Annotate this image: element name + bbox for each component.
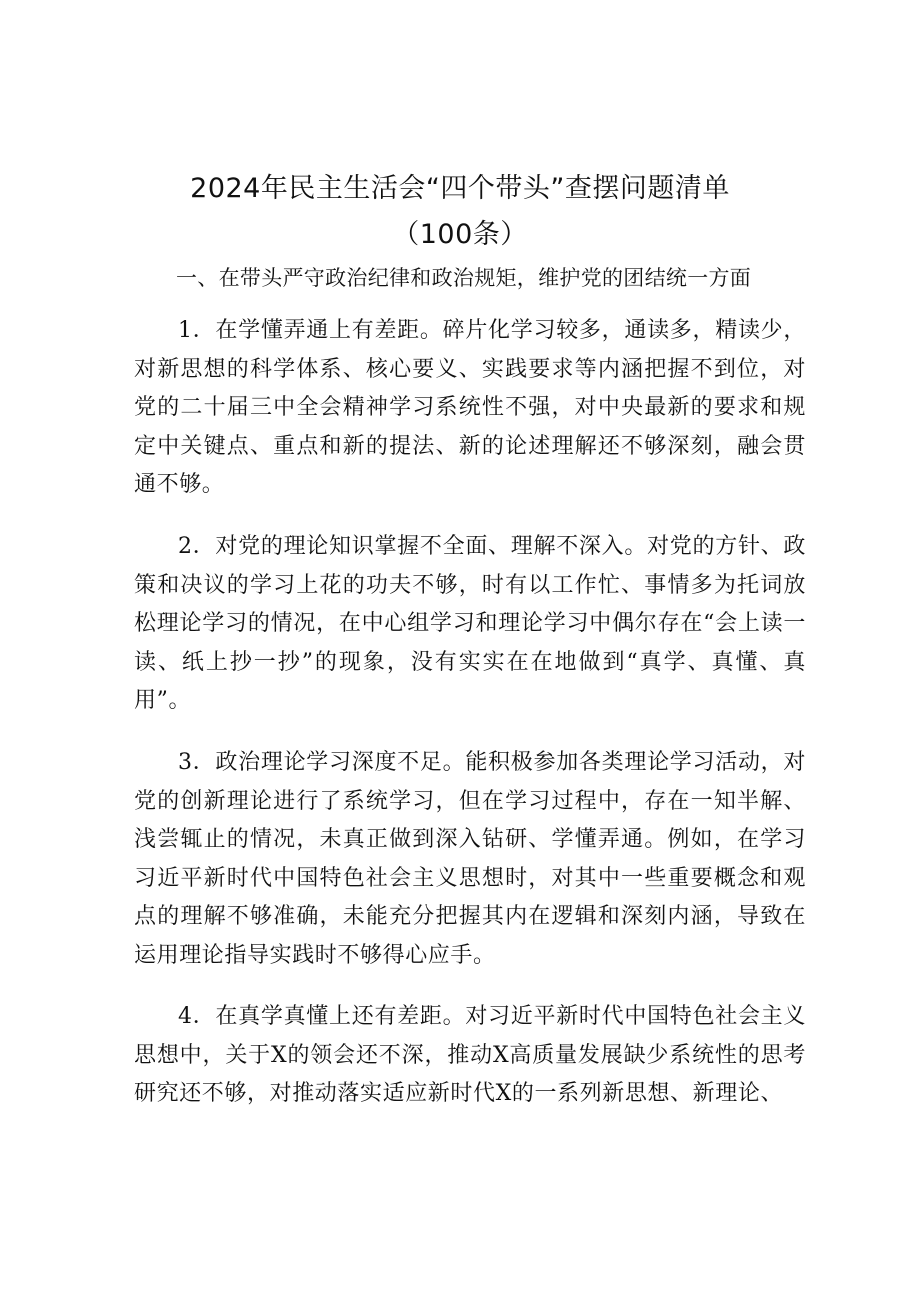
document-title: 2024年民主生活会“四个带头”查摆问题清单 [190, 173, 730, 204]
document-subtitle-count: （100条） [392, 219, 528, 250]
paragraph-item-3: 3．政治理论学习深度不足。能积极参加各类理论学习活动，对党的创新理论进行了系统学习，但在学习过程中，存在一知半解、浅尝辄止的情况，未真正做到深入钻研、学懂弄通。例如，在学习习近平新时代中国特色社会主义思想时，对其中一些重要概念和观点的理解不够准确，未能充分把握其内在逻辑和深刻内涵，导致在运用理论指导实践时不够得心应手。 [134, 750, 806, 968]
paragraph-item-4: 4．在真学真懂上还有差距。对习近平新时代中国特色社会主义思想中，关于X的领会还不深，推动X高质量发展缺少系统性的思考研究还不够，对推动落实适应新时代X的一系列新思想、新理论、 [134, 1004, 806, 1106]
paragraph-item-2: 2．对党的理论知识掌握不全面、理解不深入。对党的方针、政策和决议的学习上花的功夫不够，时有以工作忙、事情多为托词放松理论学习的情况，在中心组学习和理论学习中偶尔存在“会上读一读、纸上抄一抄”的现象，没有实实在在地做到“真学、真懂、真用”。 [134, 534, 806, 713]
section-heading: 一、在带头严守政治纪律和政治规矩，维护党的团结统一方面 [176, 266, 752, 290]
paragraph-item-1: 1．在学懂弄通上有差距。碎片化学习较多，通读多，精读少，对新思想的科学体系、核心要义、实践要求等内涵把握不到位，对党的二十届三中全会精神学习系统性不强，对中央最新的要求和规定中关键点、重点和新的提法、新的论述理解还不够深刻，融会贯通不够。 [134, 318, 806, 497]
